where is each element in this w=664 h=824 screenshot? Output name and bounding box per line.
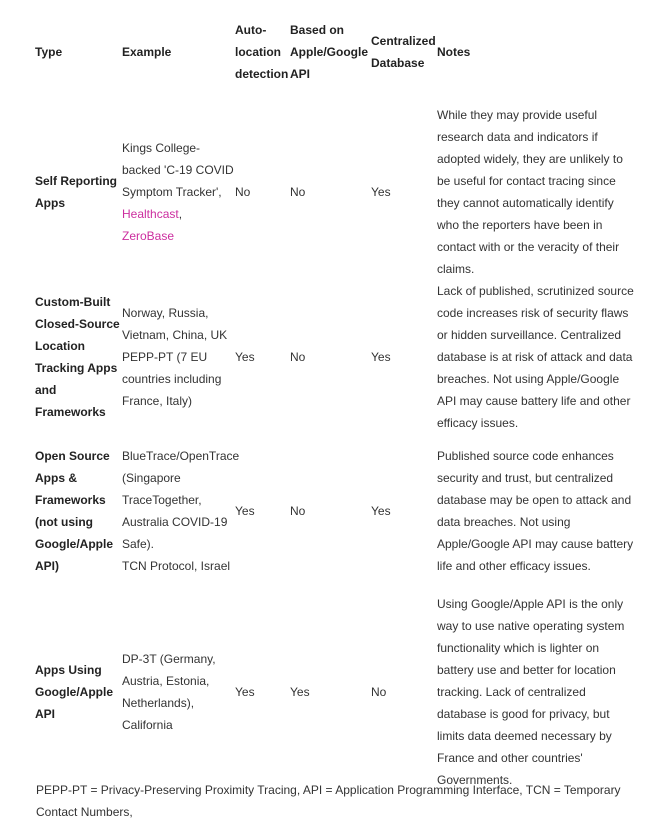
abbreviations-footnote: PEPP-PT = Privacy-Preserving Proximity Tracing, API = Application Programming Interface, TCN = Temporary Contact Numbers, xyxy=(36,783,621,819)
table-header-row xyxy=(35,0,637,104)
header-api: Based on Apple/Google API xyxy=(290,23,368,81)
row-notes: While they may provide useful research data and indicators if adopted widely, they are unlikely to be useful for contact tracing since they cannot automatically identify who the reporters have been in contact with or the veracity of their claims. xyxy=(437,108,623,276)
header-auto-location: Auto-location detection xyxy=(235,23,289,81)
row-centralized: No xyxy=(371,685,387,699)
row-auto-location: Yes xyxy=(235,504,255,518)
header-type: Type xyxy=(35,45,63,59)
comparison-table-container xyxy=(35,0,643,796)
row-type: Apps Using Google/Apple API xyxy=(35,663,113,721)
table-row xyxy=(35,434,637,588)
row-notes: Lack of published, scrutinized source code increases risk of security flaws or hidden surveillance. Centralized database is at risk of attack and data breaches. Not using Apple/Google API may cause battery life and other efficacy issues. xyxy=(437,284,634,430)
row-auto-location: Yes xyxy=(235,350,255,364)
zerobase-link[interactable]: ZeroBase xyxy=(122,229,175,243)
row-auto-location: No xyxy=(235,185,251,199)
header-notes: Notes xyxy=(437,45,471,59)
table-row xyxy=(35,588,637,796)
header-centralized: Centralized Database xyxy=(371,34,436,70)
healthcast-link[interactable]: Healthcast xyxy=(122,207,179,221)
row-auto-location: Yes xyxy=(235,685,255,699)
header-example: Example xyxy=(122,45,172,59)
row-api: No xyxy=(290,185,306,199)
row-notes: Using Google/Apple API is the only way to use native operating system functionality which is lighter on battery use and better for location tracking. Lack of centralized database is good for privacy, but limits data deemed necessary by France and other countries' Governments. xyxy=(437,597,625,787)
example-text: Kings College-backed 'C-19 COVID Symptom Tracker', xyxy=(122,141,234,199)
row-example: DP-3T (Germany, Austria, Estonia, Netherlands), California xyxy=(122,652,216,732)
row-type: Custom-Built Closed-Source Location Tracking Apps and Frameworks xyxy=(35,295,120,419)
row-centralized: Yes xyxy=(371,504,391,518)
row-api: No xyxy=(290,350,306,364)
contact-tracing-apps-table xyxy=(35,0,637,796)
table-row xyxy=(35,104,637,280)
row-type: Self Reporting Apps xyxy=(35,174,118,210)
example-text: BlueTrace/OpenTrace (Singapore TraceTogether, Australia COVID-19 Safe). xyxy=(122,449,240,551)
row-centralized: Yes xyxy=(371,350,391,364)
row-notes: Published source code enhances security and trust, but centralized database may be open to attack and data breaches. Not using Apple/Google API may cause battery life and other efficacy issues. xyxy=(437,449,634,573)
row-example: Norway, Russia, Vietnam, China, UK PEPP-PT (7 EU countries including France, Italy) xyxy=(122,306,228,408)
row-centralized: Yes xyxy=(371,185,391,199)
row-api: Yes xyxy=(290,685,310,699)
row-type: Open Source Apps & Frameworks (not using Google/Apple API) xyxy=(35,449,113,573)
example-text-2: TCN Protocol, Israel xyxy=(122,559,231,573)
row-example xyxy=(122,434,240,588)
row-api: No xyxy=(290,504,306,518)
row-example: Kings College-backed 'C-19 COVID Symptom Tracker', Healthcast, ZeroBase xyxy=(122,141,234,243)
table-row xyxy=(35,280,637,434)
